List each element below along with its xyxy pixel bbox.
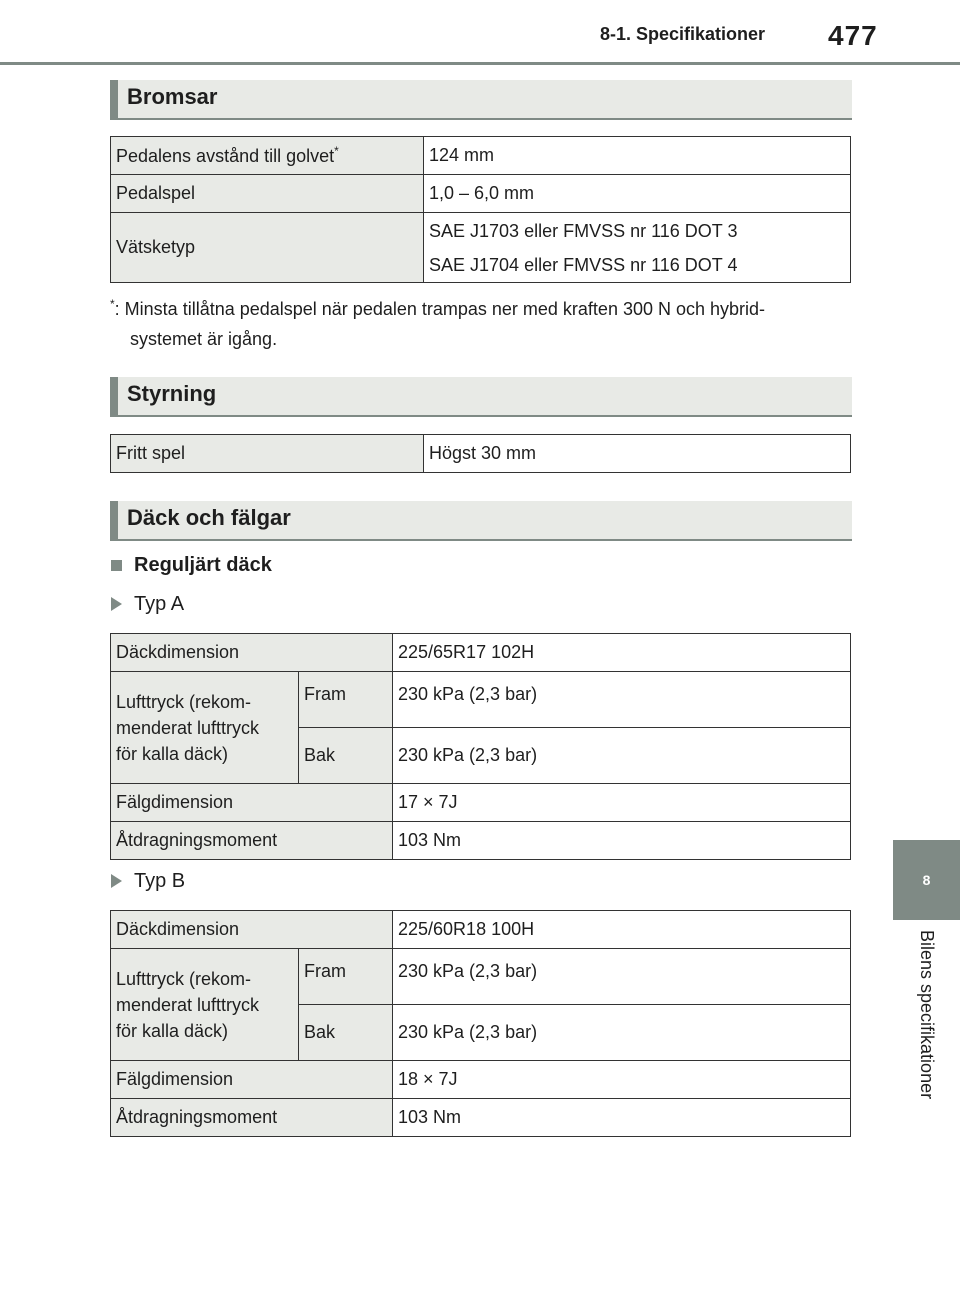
brakes-table <box>110 136 851 283</box>
pedal-play-value: 1,0 – 6,0 mm <box>424 175 851 213</box>
table-row: Däckdimension 225/60R18 100H <box>111 911 851 949</box>
page-number: 477 <box>828 20 878 51</box>
table-row: Åtdragningsmoment 103 Nm <box>111 822 851 860</box>
table-row <box>111 213 851 283</box>
triangle-bullet-icon <box>111 597 122 611</box>
table-row: Däckdimension 225/65R17 102H <box>111 634 851 672</box>
pressure-label: Lufttryck (rekom- menderat lufttryck för kalla däck) <box>111 672 299 784</box>
table-row <box>111 137 851 175</box>
table-row: Fälgdimension 17 × 7J <box>111 784 851 822</box>
fluid-type-value: SAE J1703 eller FMVSS nr 116 DOT 3 SAE J1704 eller FMVSS nr 116 DOT 4 <box>424 213 851 283</box>
pedal-distance-label: Pedalens avstånd till golvet* <box>111 137 424 175</box>
tire-table-type-b <box>110 910 851 1137</box>
header-rule <box>0 62 960 65</box>
pressure-label: Lufttryck (rekom- menderat lufttryck för kalla däck) <box>111 949 299 1061</box>
free-play-label: Fritt spel <box>111 435 424 473</box>
chapter-label: Bilens specifikationer <box>917 930 937 1100</box>
footnote: *: Minsta tillåtna pedalspel när pedalen trampas ner med kraften 300 N och hybrid- systemet är igång. <box>110 297 766 349</box>
table-row: Fälgdimension 18 × 7J <box>111 1061 851 1099</box>
pedal-play-label: Pedalspel <box>111 175 424 213</box>
table-row <box>111 435 851 473</box>
table-row: Bak 230 kPa (2,3 bar) <box>111 728 851 784</box>
table-row: Åtdragningsmoment 103 Nm <box>111 1099 851 1137</box>
section-header-steering: Styrning <box>110 377 852 417</box>
type-a-heading: Typ A <box>111 593 184 616</box>
table-row: Lufttryck (rekom- menderat lufttryck för kalla däck) Fram 230 kPa (2,3 bar) <box>111 949 851 1005</box>
fluid-type-label: Vätsketyp <box>111 213 424 283</box>
section-title: 8-1. Specifikationer <box>600 24 766 44</box>
type-b-heading: Typ B <box>111 870 185 893</box>
free-play-value: Högst 30 mm <box>424 435 851 473</box>
table-row <box>111 175 851 213</box>
square-bullet-icon <box>111 560 122 571</box>
pedal-distance-value: 124 mm <box>424 137 851 175</box>
tire-table-type-a <box>110 633 851 860</box>
chapter-tab[interactable] <box>893 840 960 920</box>
subheading-regular-tire: Reguljärt däck <box>111 554 272 577</box>
steering-table <box>110 434 851 473</box>
section-header-tires: Däck och fälgar <box>110 501 852 541</box>
chapter-number: 8 <box>922 872 931 888</box>
table-row: Lufttryck (rekom- menderat lufttryck för kalla däck) Fram 230 kPa (2,3 bar) <box>111 672 851 728</box>
table-row: Bak 230 kPa (2,3 bar) <box>111 1005 851 1061</box>
section-header-brakes: Bromsar <box>110 80 852 120</box>
triangle-bullet-icon <box>111 874 122 888</box>
